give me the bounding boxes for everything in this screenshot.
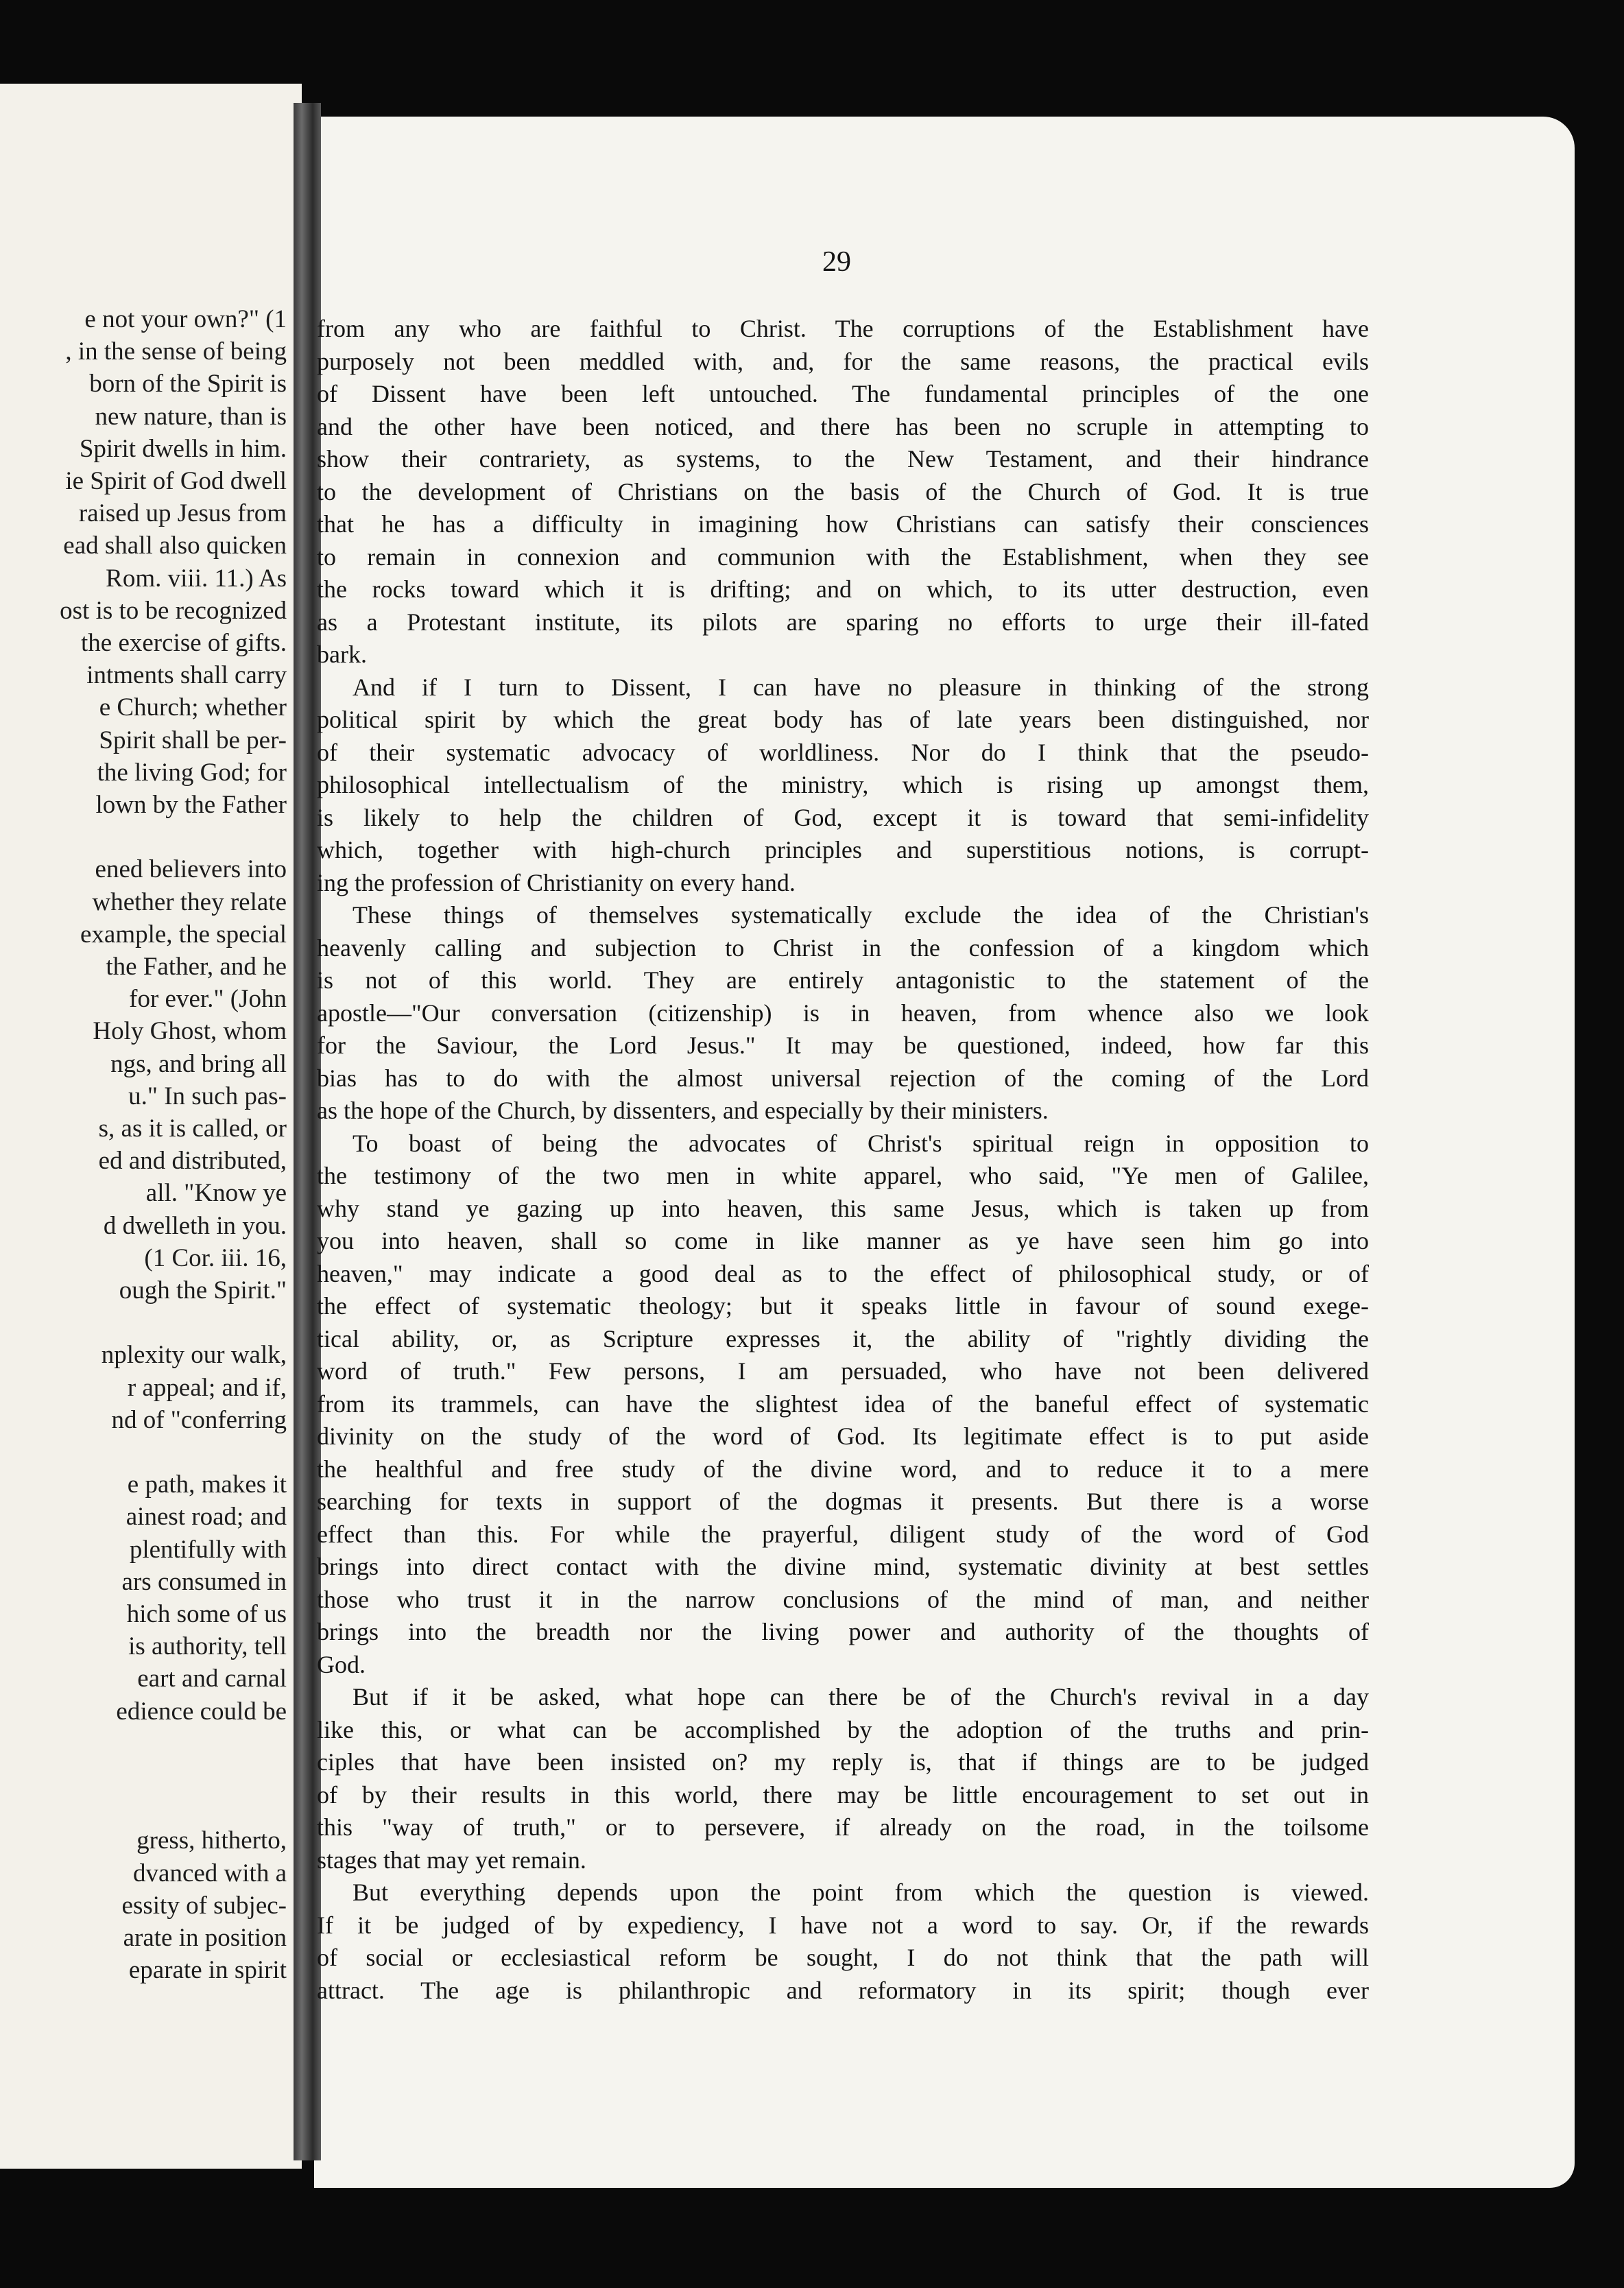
left-page-line: intments shall carry bbox=[86, 661, 287, 690]
left-page-line bbox=[0, 1728, 302, 1760]
text-line: is likely to help the children of God, except it is toward that semi-infidelity bbox=[317, 803, 1369, 831]
left-page-line bbox=[0, 821, 302, 853]
text-line: But everything depends upon the point from which the question is viewed. bbox=[353, 1879, 1369, 1906]
page-number: 29 bbox=[822, 246, 851, 278]
left-page-line: the living God; for bbox=[97, 758, 287, 787]
left-page-line: dvanced with a bbox=[133, 1859, 287, 1887]
text-line: which, together with high-church principles and superstitious notions, is corrupt- bbox=[317, 836, 1369, 863]
left-page-line: arate in position bbox=[123, 1924, 287, 1953]
left-page-line: s, as it is called, or bbox=[98, 1115, 287, 1143]
left-page-line bbox=[0, 1760, 302, 1792]
text-line: and the other have been noticed, and there has been no scruple in attempting to bbox=[317, 412, 1369, 440]
text-line: apostle—"Our conversation (citizenship) is in heaven, from whence also we look bbox=[317, 999, 1369, 1027]
text-line: that he has a difficulty in imagining how Christians can satisfy their consciences bbox=[317, 510, 1369, 538]
left-page-line: edience could be bbox=[116, 1697, 287, 1726]
left-page-line: lown by the Father bbox=[95, 791, 287, 820]
left-page-line: e not your own?" (1 bbox=[84, 305, 287, 333]
text-line: purposely not been meddled with, and, for the same reasons, the practical evils bbox=[317, 347, 1369, 375]
left-page-line: hich some of us bbox=[126, 1600, 287, 1629]
left-page-line: ngs, and bring all bbox=[110, 1049, 287, 1078]
left-page-line: plentifully with bbox=[129, 1535, 287, 1564]
left-page-line: born of the Spirit is bbox=[89, 370, 287, 398]
text-line: from its trammels, can have the slightest idea of the baneful effect of systematic bbox=[317, 1390, 1369, 1418]
text-line: stages that may yet remain. bbox=[317, 1846, 586, 1874]
text-line: ing the profession of Christianity on every hand. bbox=[317, 868, 796, 896]
text-line: And if I turn to Dissent, I can have no pleasure in thinking of the strong bbox=[353, 673, 1369, 701]
text-line: the rocks toward which it is drifting; and on which, to its utter destruction, even bbox=[317, 575, 1369, 603]
text-line: as the hope of the Church, by dissenters, and especially by their ministers. bbox=[317, 1097, 1049, 1124]
text-line: as a Protestant institute, its pilots are sparing no efforts to urge their ill-fated bbox=[317, 608, 1369, 636]
left-page-line bbox=[0, 1792, 302, 1824]
text-line: the testimony of the two men in white apparel, who said, "Ye men of Galilee, bbox=[317, 1162, 1369, 1189]
left-page-line: nplexity our walk, bbox=[101, 1341, 287, 1370]
text-line: show their contrariety, as systems, to the New Testament, and their hindrance bbox=[317, 445, 1369, 473]
left-page bbox=[0, 84, 302, 2169]
left-page-line: gress, hitherto, bbox=[136, 1826, 287, 1855]
left-page-line: the Father, and he bbox=[106, 953, 287, 981]
text-line: this "way of truth," or to persevere, if already on the road, in the toilsome bbox=[317, 1813, 1369, 1841]
text-line: To boast of being the advocates of Christ's spiritual reign in opposition to bbox=[353, 1129, 1369, 1157]
text-line: from any who are faithful to Christ. The corruptions of the Establishment have bbox=[317, 315, 1369, 342]
left-page-line: u." In such pas- bbox=[128, 1082, 287, 1110]
text-line: those who trust it in the narrow conclusions of the mind of man, and neither bbox=[317, 1585, 1369, 1613]
text-line: attract. The age is philanthropic and reformatory in its spirit; though ever bbox=[317, 1976, 1369, 2004]
left-page-line: ost is to be recognized bbox=[60, 596, 287, 625]
text-line: brings into the breadth nor the living power and authority of the thoughts of bbox=[317, 1618, 1369, 1645]
text-line: tical ability, or, as Scripture expresses it, the ability of "rightly dividing the bbox=[317, 1324, 1369, 1352]
left-page-line: for ever." (John bbox=[129, 985, 287, 1014]
text-line: These things of themselves systematically exclude the idea of the Christian's bbox=[353, 901, 1369, 929]
text-line: of by their results in this world, there may be little encouragement to set out in bbox=[317, 1780, 1369, 1809]
left-page-line: Spirit shall be per- bbox=[99, 726, 287, 754]
left-page-line bbox=[0, 1436, 302, 1468]
left-page-line: all. "Know ye bbox=[145, 1179, 287, 1208]
left-page-line: d dwelleth in you. bbox=[103, 1211, 287, 1240]
text-line: bark. bbox=[317, 641, 367, 668]
left-page-line: eart and carnal bbox=[137, 1665, 287, 1693]
left-page-text bbox=[0, 303, 302, 1986]
left-page-line: ed and distributed, bbox=[98, 1147, 287, 1176]
left-page-line: ie Spirit of God dwell bbox=[65, 467, 287, 496]
left-page-line: , in the sense of being bbox=[65, 337, 287, 366]
text-line: searching for texts in support of the dogmas it presents. But there is a worse bbox=[317, 1488, 1369, 1515]
left-page-line: ainest road; and bbox=[126, 1503, 287, 1532]
text-line: heaven," may indicate a good deal as to the effect of philosophical study, or of bbox=[317, 1259, 1369, 1287]
text-line: of Dissent have been left untouched. The fundamental principles of the one bbox=[317, 380, 1369, 407]
text-line: like this, or what can be accomplished by the adoption of the truths and prin- bbox=[317, 1715, 1369, 1743]
text-line: brings into direct contact with the divine mind, systematic divinity at best settles bbox=[317, 1553, 1369, 1580]
text-line: is not of this world. They are entirely antagonistic to the statement of the bbox=[317, 966, 1369, 994]
text-line: the effect of systematic theology; but it speaks little in favour of sound exege- bbox=[317, 1292, 1369, 1320]
text-line: If it be judged of by expediency, I have not a word to say. Or, if the rewards bbox=[317, 1911, 1369, 1939]
text-line: God. bbox=[317, 1650, 366, 1678]
text-line: political spirit by which the great body has of late years been distinguished, nor bbox=[317, 706, 1369, 733]
left-page-line: ars consumed in bbox=[121, 1567, 287, 1596]
paragraph bbox=[317, 1128, 1369, 1682]
page-body-text bbox=[317, 313, 1369, 2007]
text-line: to the development of Christians on the basis of the Church of God. It is true bbox=[317, 477, 1369, 505]
paragraph bbox=[317, 671, 1369, 900]
left-page-line: the exercise of gifts. bbox=[81, 629, 287, 658]
text-line: you into heaven, shall so come in like manner as ye have seen him go into bbox=[317, 1227, 1369, 1254]
paragraph bbox=[317, 313, 1369, 671]
left-page-line: whether they relate bbox=[92, 887, 287, 916]
text-line: word of truth." Few persons, I am persuaded, who have not been delivered bbox=[317, 1357, 1369, 1385]
left-page-line: ead shall also quicken bbox=[63, 532, 287, 560]
left-page-line: Spirit dwells in him. bbox=[79, 434, 287, 463]
text-line: bias has to do with the almost universal rejection of the coming of the Lord bbox=[317, 1064, 1369, 1092]
text-line: why stand ye gazing up into heaven, this same Jesus, which is taken up from bbox=[317, 1194, 1369, 1222]
left-page-line: example, the special bbox=[80, 920, 287, 949]
text-line: philosophical intellectualism of the ministry, which is rising up amongst them, bbox=[317, 771, 1369, 798]
left-page-line: new nature, than is bbox=[95, 402, 287, 431]
text-line: divinity on the study of the word of God. Its legitimate effect is to put aside bbox=[317, 1422, 1369, 1450]
text-line: to remain in connexion and communion with the Establishment, when they see bbox=[317, 543, 1369, 571]
text-line: of social or ecclesiastical reform be sought, I do not think that the path will bbox=[317, 1944, 1369, 1971]
left-page-line: r appeal; and if, bbox=[127, 1373, 287, 1402]
left-page-line: is authority, tell bbox=[128, 1632, 287, 1661]
left-page-line: raised up Jesus from bbox=[78, 499, 287, 528]
text-line: the healthful and free study of the divine word, and to reduce it to a mere bbox=[317, 1455, 1369, 1483]
left-page-line: e Church; whether bbox=[99, 693, 287, 722]
paragraph bbox=[317, 899, 1369, 1128]
left-page-line: essity of subjec- bbox=[121, 1891, 287, 1920]
text-line: heavenly calling and subjection to Christ in the confession of a kingdom which bbox=[317, 933, 1369, 962]
left-page-line: nd of "conferring bbox=[111, 1405, 287, 1434]
text-line: effect than this. For while the prayerful, diligent study of the word of God bbox=[317, 1520, 1369, 1548]
paragraph bbox=[317, 1876, 1369, 2007]
text-line: ciples that have been insisted on? my reply is, that if things are to be judged bbox=[317, 1748, 1369, 1776]
left-page-line: ened believers into bbox=[95, 855, 287, 884]
left-page-line: Holy Ghost, whom bbox=[93, 1017, 287, 1046]
left-page-line: ough the Spirit." bbox=[119, 1276, 287, 1305]
text-line: But if it be asked, what hope can there be of the Church's revival in a day bbox=[353, 1683, 1369, 1711]
paragraph bbox=[317, 1681, 1369, 1876]
left-page-line: (1 Cor. iii. 16, bbox=[144, 1243, 287, 1272]
left-page-line bbox=[0, 1307, 302, 1339]
left-page-line: eparate in spirit bbox=[128, 1956, 287, 1985]
left-page-line: Rom. viii. 11.) As bbox=[106, 564, 287, 593]
left-page-line: e path, makes it bbox=[127, 1470, 287, 1499]
text-line: of their systematic advocacy of worldliness. Nor do I think that the pseudo- bbox=[317, 738, 1369, 766]
text-line: for the Saviour, the Lord Jesus." It may be questioned, indeed, how far this bbox=[317, 1032, 1369, 1059]
